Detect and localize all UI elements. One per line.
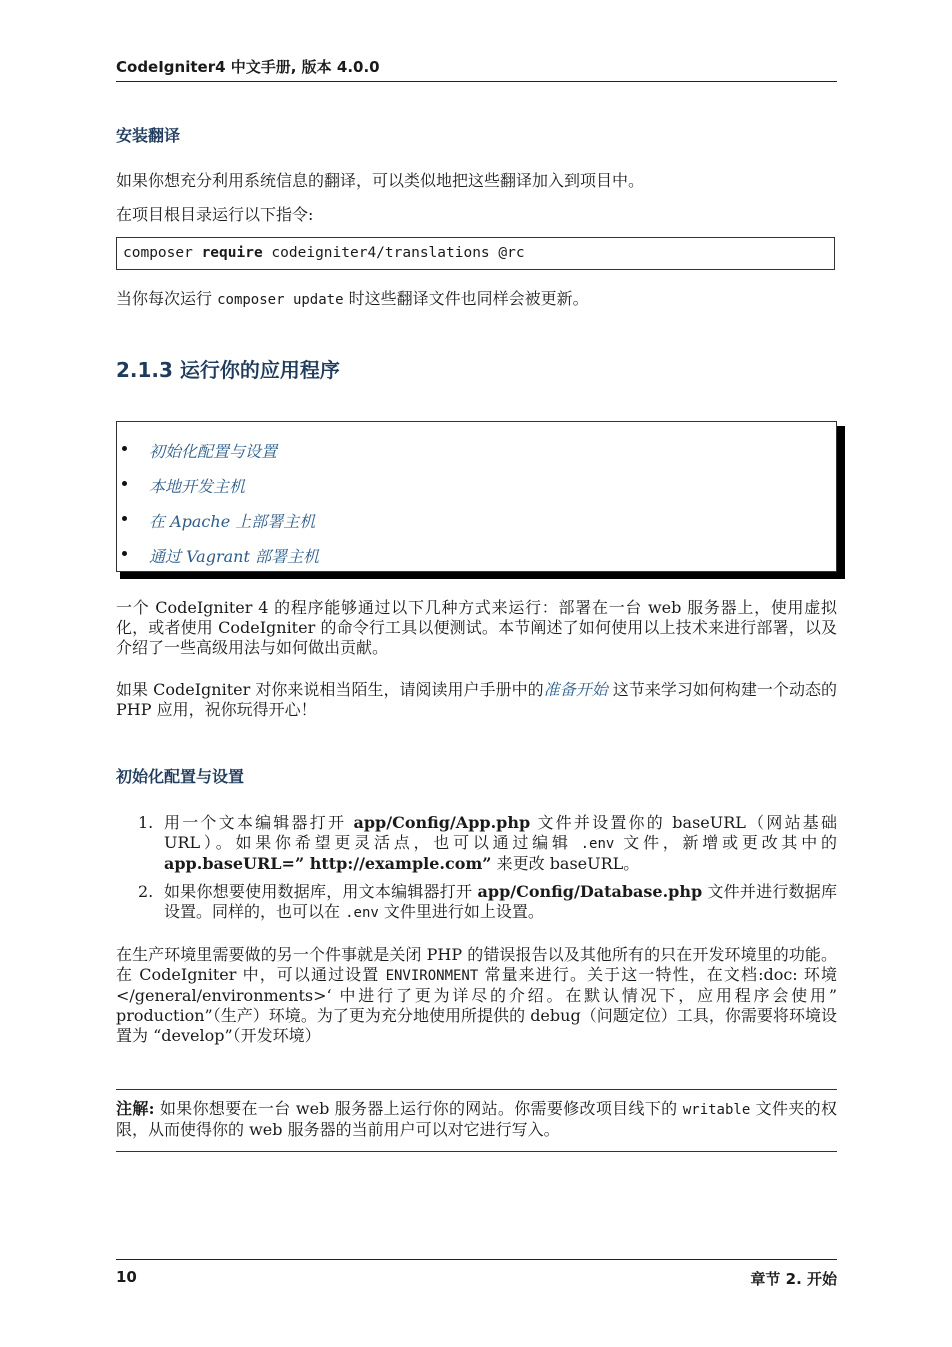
text: 文件并设置你的 baseURL（网站基础 URL）。如果你希望更灵活点，也可以通过编辑 xyxy=(164,813,837,852)
toc-link-apache[interactable]: 在 Apache 上部署主机 xyxy=(149,512,316,531)
paragraph xyxy=(116,289,837,310)
text: 如果你想要使用数据库，用文本编辑器打开 xyxy=(164,882,478,901)
list-item xyxy=(116,813,837,874)
document-page xyxy=(116,0,837,1347)
code-command: composer xyxy=(123,245,202,261)
ordered-list xyxy=(116,813,837,923)
text: 文件夹的权限，从而使得你的 web 服务器的当前用户可以对它进行写入。 xyxy=(116,1099,837,1139)
inline-code: .env xyxy=(345,905,379,921)
header-rule xyxy=(116,81,837,82)
paragraph: 在项目根目录运行以下指令: xyxy=(116,205,314,224)
text: 用一个文本编辑器打开 xyxy=(164,813,354,832)
text: 文件并进行数据库设置。同样的，也可以在 xyxy=(164,882,837,921)
section-title: 2.1.3 运行你的应用程序 xyxy=(116,358,340,382)
config-value: app.baseURL=” http://example.com” xyxy=(164,854,492,873)
note xyxy=(116,1099,837,1140)
paragraph xyxy=(116,945,837,1046)
paragraph xyxy=(116,680,837,720)
text: 如果 CodeIgniter 对你来说相当陌生，请阅读用户手册中的 xyxy=(116,680,544,699)
bullet-icon xyxy=(122,481,127,486)
list-number: 2. xyxy=(138,882,154,901)
bullet-icon xyxy=(122,516,127,521)
code-keyword: require xyxy=(201,245,263,261)
text: 如果你想要在一台 web 服务器上运行你的网站。你需要修改项目线下的 xyxy=(154,1099,683,1118)
note-top-rule xyxy=(116,1089,837,1090)
text: 这节来学习如何构建一个动态的 PHP 应用，祝你玩得开心！ xyxy=(116,680,837,719)
heading-init-config: 初始化配置与设置 xyxy=(116,767,245,786)
text: 时这些翻译文件也同样会被更新。 xyxy=(343,289,589,308)
code-arguments: codeigniter4/translations @rc xyxy=(262,245,525,261)
inline-code: ENVIRONMENT xyxy=(385,968,479,984)
inline-code: writable xyxy=(682,1102,751,1118)
toc-item[interactable] xyxy=(149,439,319,474)
bullet-icon xyxy=(122,551,127,556)
code-line xyxy=(123,245,525,261)
text: 来更改 baseURL。 xyxy=(491,854,640,873)
note-label: 注解: xyxy=(116,1099,155,1118)
footer-rule xyxy=(116,1259,837,1260)
list-number: 1. xyxy=(138,813,154,832)
file-path: app/Config/App.php xyxy=(353,813,531,832)
chapter-label: 章节 2. 开始 xyxy=(750,1270,837,1288)
toc-link-vagrant[interactable]: 通过 Vagrant 部署主机 xyxy=(149,547,319,566)
text: 当你每次运行 xyxy=(116,289,218,308)
note-bottom-rule xyxy=(116,1151,837,1152)
heading-install-translations: 安装翻译 xyxy=(116,126,181,145)
text: 文件，新增或更改其中的 xyxy=(614,833,837,852)
inline-code: .env xyxy=(580,836,615,852)
code-block xyxy=(116,237,835,270)
list-item xyxy=(116,882,837,923)
toc-link-local-dev[interactable]: 本地开发主机 xyxy=(149,477,246,496)
bullet-icon xyxy=(122,446,127,451)
table-of-contents xyxy=(116,421,837,572)
getting-started-link[interactable]: 准备开始 xyxy=(543,680,608,699)
text: 常量来进行。关于这一特性，在文档:doc: 环境 </general/environments>‘ 中进行了更为详尽的介绍。在默认情况下，应用程序会使用” production”（生产）环境。为了更为充分地使用所提供的 debug（问题定位）工具，你需要将环境设置为 “develop”（开发环境） xyxy=(116,965,837,1045)
toc-item[interactable] xyxy=(149,509,319,544)
inline-code: composer update xyxy=(217,292,344,308)
paragraph: 一个 CodeIgniter 4 的程序能够通过以下几种方式来运行：部署在一台 web 服务器上，使用虚拟化，或者使用 CodeIgniter 的命令行工具以便测试。本节阐述了如何使用以上技术来进行部署，以及介绍了一些高级用法与如何做出贡献。 xyxy=(116,598,837,657)
toc-item[interactable] xyxy=(149,474,319,509)
file-path: app/Config/Database.php xyxy=(477,882,703,901)
toc-link-init-config[interactable]: 初始化配置与设置 xyxy=(149,442,278,461)
running-header: CodeIgniter4 中文手册, 版本 4.0.0 xyxy=(116,58,380,76)
toc-item[interactable] xyxy=(149,544,319,579)
paragraph: 如果你想充分利用系统信息的翻译，可以类似地把这些翻译加入到项目中。 xyxy=(116,171,645,190)
text: 文件里进行如上设置。 xyxy=(378,902,544,921)
page-number: 10 xyxy=(116,1268,137,1286)
text: 在生产环境里需要做的另一个件事就是关闭 PHP 的错误报告以及其他所有的只在开发环境里的功能。在 CodeIgniter 中，可以通过设置 xyxy=(116,945,837,984)
